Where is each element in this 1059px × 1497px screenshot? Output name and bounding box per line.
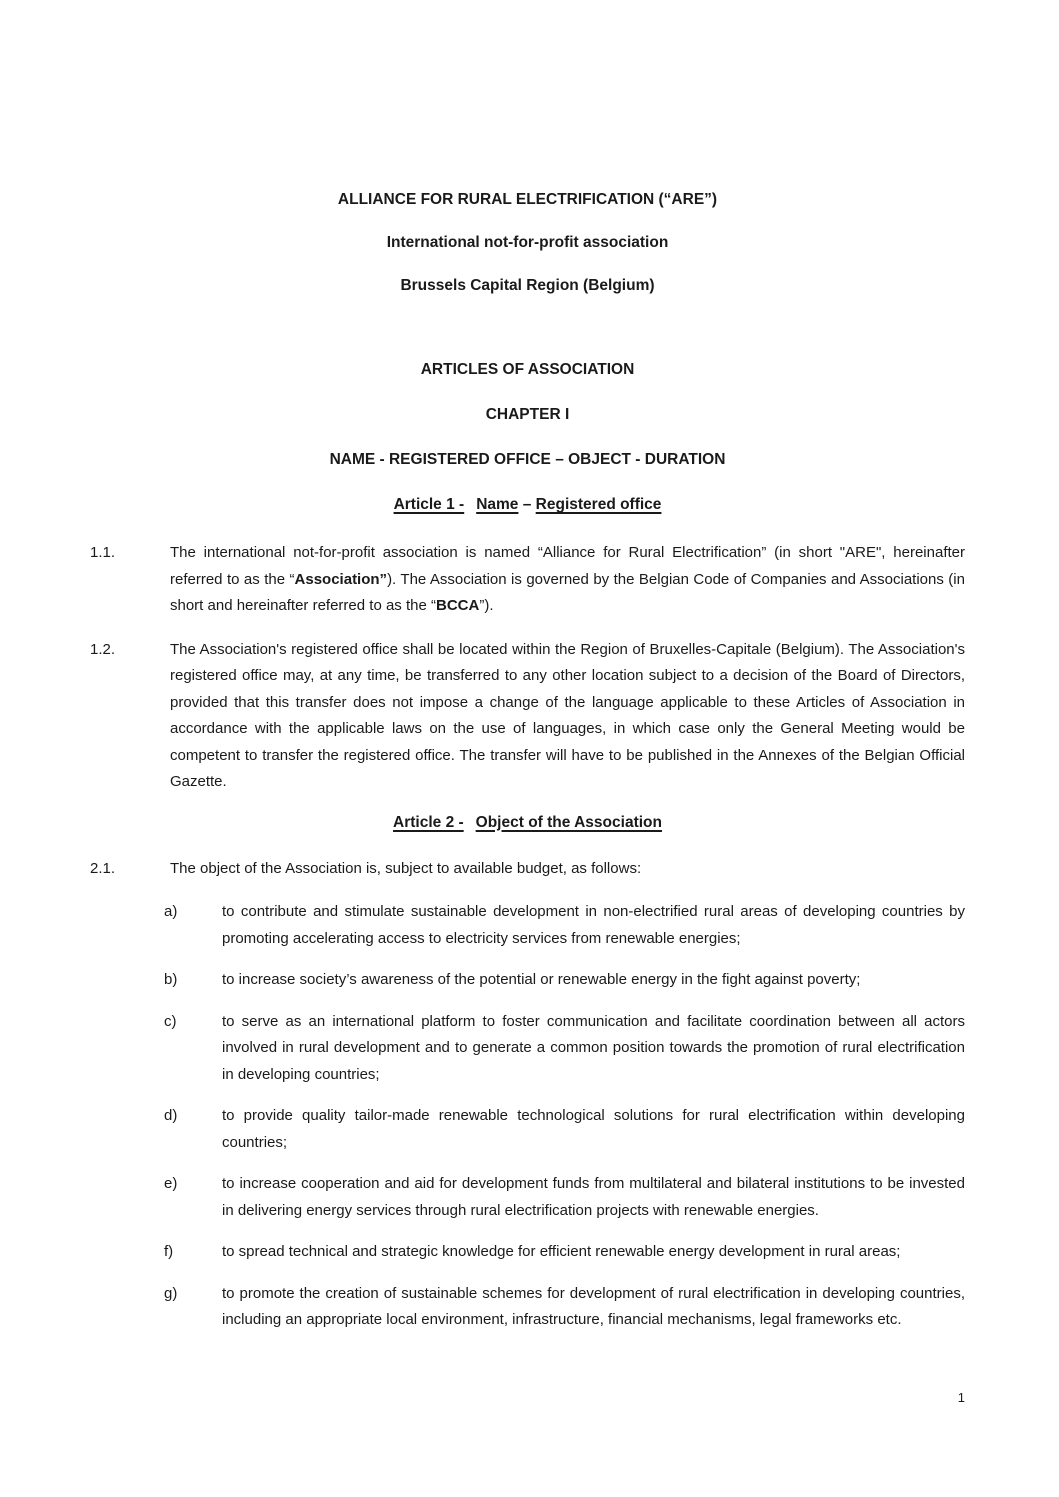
articles-of-association-heading: ARTICLES OF ASSOCIATION xyxy=(420,361,635,378)
article-2-heading xyxy=(90,813,965,833)
list-item-text: to provide quality tailor-made renewable technological solutions for rural electrification within developing countries; xyxy=(222,1107,965,1151)
object-list-item-c xyxy=(164,1009,965,1089)
document-subtitle-association-type: International not-for-profit association xyxy=(386,234,669,251)
clause-1-2 xyxy=(90,637,965,796)
document-header xyxy=(90,190,965,296)
list-item-label: f) xyxy=(164,1243,174,1260)
object-list-item-e xyxy=(164,1171,965,1224)
list-item-label: b) xyxy=(164,971,178,988)
list-item-label: c) xyxy=(164,1012,177,1030)
chapter-heading: CHAPTER I xyxy=(485,406,570,423)
article-1-title-name: Name xyxy=(476,496,519,513)
clause-text: The object of the Association is, subject to available budget, as follows: xyxy=(170,859,642,877)
clause-2-1 xyxy=(90,856,965,883)
list-item-text: to promote the creation of sustainable schemes for development of rural electrification in developing countries, including an appropriate local environment, infrastructure, financial mechanisms, legal frameworks etc. xyxy=(222,1284,965,1328)
clause-text: The Association's registered office shall be located within the Region of Bruxelles-Capitale (Belgium). The Association's registered office may, at any time, be transferred to any other location subject to a decision of the Board of Directors, provided that this transfer does not impose a change of the language applicable to these Articles of Association in accordance with the applicable laws on the use of languages, in which case only the General Meeting would be competent to transfer the registered office. The transfer will have to be published in the Annexes of the Belgian Official Gazette. xyxy=(170,640,965,790)
article-1-label: Article 1 - xyxy=(393,496,465,513)
list-item-text: to contribute and stimulate sustainable development in non-electrified rural areas of developing countries by promoting accelerating access to electricity services from renewable energies; xyxy=(222,903,965,947)
object-list-item-b xyxy=(164,967,965,994)
article-1-heading xyxy=(90,495,965,515)
clause-number: 1.1. xyxy=(90,544,116,561)
bold-term-bcca: BCCA xyxy=(435,597,480,614)
list-item-label: e) xyxy=(164,1175,178,1192)
list-item-label: d) xyxy=(164,1107,178,1124)
clause-text: The international not-for-profit association is named “Alliance for Rural Electrification” (in short "ARE", hereinafter referred to as the “Association”). The Association is governed by the Belgian Code of Companies and Associations (in short and hereinafter referred to as the “BCCA”). xyxy=(170,544,965,614)
object-list-item-f xyxy=(164,1239,965,1266)
article-1-title-separator: – xyxy=(522,496,532,513)
list-item-text: to increase cooperation and aid for development funds from multilateral and bilateral institutions to be invested in delivering energy services through rural electrification projects with renewable energies. xyxy=(222,1175,965,1219)
object-list-item-d xyxy=(164,1103,965,1156)
object-list-item-a xyxy=(164,899,965,952)
clause-1-1 xyxy=(90,540,965,620)
chapter-subheading: NAME - REGISTERED OFFICE – OBJECT - DURATION xyxy=(329,451,726,468)
article-2-title: Object of the Association xyxy=(475,813,662,831)
list-item-label: a) xyxy=(164,903,178,920)
article-2-label: Article 2 - xyxy=(393,813,464,831)
list-item-text: to serve as an international platform to foster communication and facilitate coordination between all actors involved in rural development and to generate a common position towards the promotion of rural electrification in developing countries; xyxy=(222,1012,965,1083)
list-item-text: to spread technical and strategic knowledge for efficient renewable energy development in rural areas; xyxy=(222,1243,901,1260)
document-subtitle-region: Brussels Capital Region (Belgium) xyxy=(400,277,655,294)
article-1-title-registered-office: Registered office xyxy=(535,496,662,513)
list-item-label: g) xyxy=(164,1284,178,1302)
clause-number: 1.2. xyxy=(90,640,116,658)
page-number: 1 xyxy=(957,1390,965,1405)
list-item-text: to increase society’s awareness of the potential or renewable energy in the fight against poverty; xyxy=(222,971,861,988)
object-list-item-g xyxy=(164,1281,965,1334)
bold-term-association: Association” xyxy=(294,570,388,588)
document-title: ALLIANCE FOR RURAL ELECTRIFICATION (“ARE”) xyxy=(337,191,718,208)
clause-number: 2.1. xyxy=(90,859,116,877)
